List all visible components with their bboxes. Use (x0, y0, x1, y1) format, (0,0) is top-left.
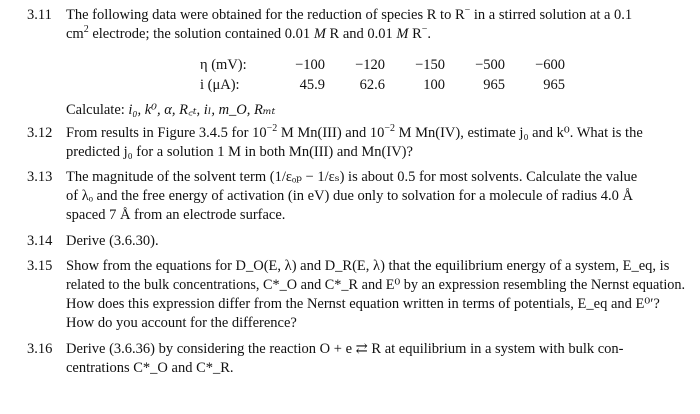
problem-line: centrations C*_O and C*_R. (66, 360, 234, 376)
problem-text (66, 257, 694, 333)
table-cell: −120 (355, 57, 385, 73)
table-cell: 965 (483, 77, 505, 93)
table-cell: −500 (475, 57, 505, 73)
i-label: i (μA): (200, 77, 240, 93)
table-cell: 45.9 (299, 77, 325, 93)
problem-text (66, 168, 694, 225)
problem-number: 3.11 (27, 7, 52, 23)
problem-number: 3.16 (27, 341, 53, 357)
table-row (200, 55, 565, 75)
problem-line: How do you account for the difference? (66, 315, 297, 331)
problem-number: 3.13 (27, 169, 53, 185)
problem-line: From results in Figure 3.4.5 for $10^{-2}$ M Mn(III) and $10^{-2}$ M Mn(IV), estimate j₀ and k⁰. What is the (66, 123, 643, 141)
table-cell: −600 (535, 57, 565, 73)
problem-line: The magnitude of the solvent term (1/εₒₚ − 1/εₛ) is about 0.5 for most solvents. Calculate the value (66, 169, 638, 185)
table-cell: 100 (423, 77, 445, 93)
table-cell: −100 (295, 57, 325, 73)
problem-line: How does this expression differ from the Nernst equation written in terms of potentials, E_eq and E⁰′? (66, 296, 660, 312)
problem-text (66, 124, 694, 162)
problem-number: 3.15 (27, 258, 53, 274)
problem-text (66, 6, 694, 44)
problem-line: related to the bulk concentrations, C*_O and C*_R and E⁰ by an expression resembling the Nernst equation. (66, 277, 686, 293)
problem-number: 3.12 (27, 125, 53, 141)
problem-line: Derive (3.6.30). (66, 233, 159, 249)
problem-line: Show from the equations for D_O(E, λ) and D_R(E, λ) that the equilibrium energy of a system, E_eq, is (66, 258, 670, 274)
problem-line: The following data were obtained for the reduction of species R to R− in a stirred solution at a 0.1 (66, 5, 633, 23)
problem-line: predicted j₀ for a solution 1 M in both Mn(III) and Mn(IV)? (66, 144, 413, 160)
data-table (200, 55, 565, 95)
problem-text (66, 232, 694, 251)
table-cell: 62.6 (359, 77, 385, 93)
problem-line: Derive (3.6.36) by considering the reaction O + e ⇄ R at equilibrium in a system with bulk con- (66, 341, 624, 357)
problem-line: $cm^2$ electrode; the solution contained 0.01 M R and 0.01 M R−. (66, 24, 432, 42)
problem-number: 3.14 (27, 233, 53, 249)
table-row (200, 75, 565, 95)
table-cell: 965 (543, 77, 565, 93)
calculate-line: Calculate: i₀, k⁰, α, R꜀ₜ, iₗ, m_O, Rₘₜ (66, 102, 276, 118)
eta-label: η (mV): (200, 57, 247, 73)
problem-line: spaced 7 Å from an electrode surface. (66, 207, 286, 223)
problem-line: of λₒ and the free energy of activation (in eV) due only to solvation for a molecule of radius 4.0 Å (66, 188, 634, 204)
table-cell: −150 (415, 57, 445, 73)
problem-text (66, 340, 694, 378)
